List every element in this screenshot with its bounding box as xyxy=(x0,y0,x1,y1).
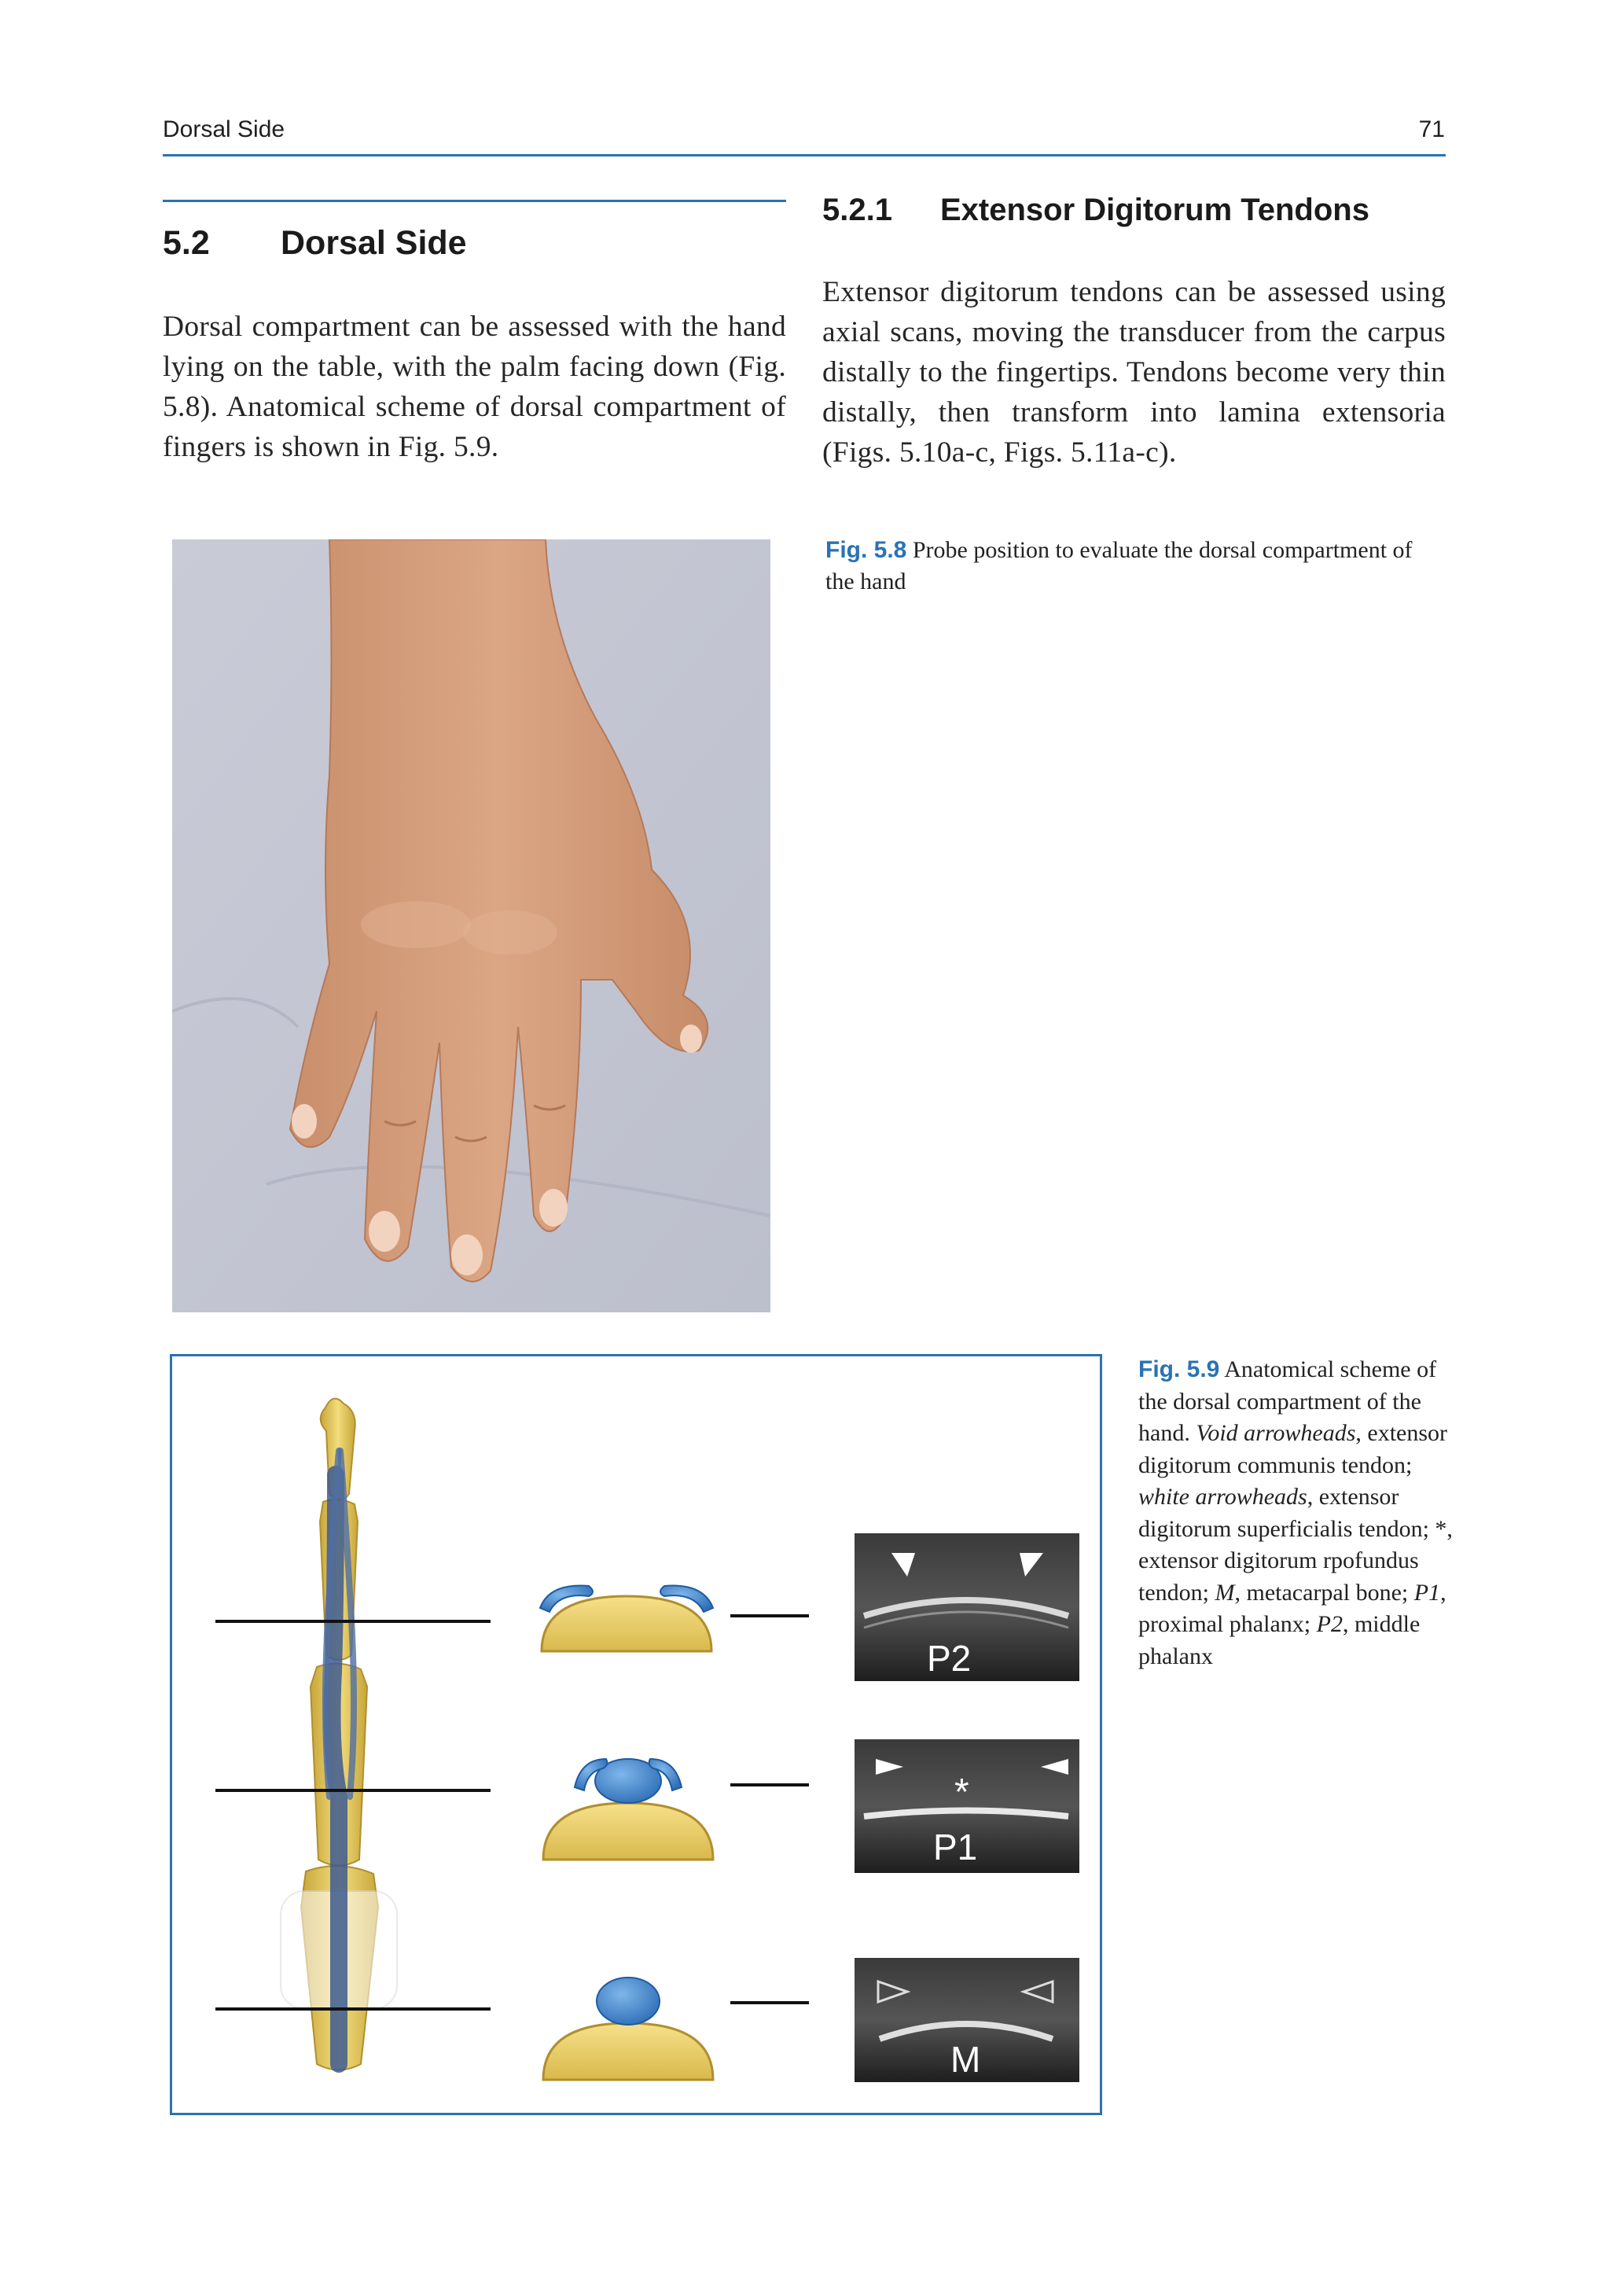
anatomical-scheme xyxy=(172,1356,1100,2113)
ultrasound-label-p2: P2 xyxy=(927,1638,972,1679)
cross-section-p1 xyxy=(543,1759,713,1860)
caption-part: , proximal phalanx; xyxy=(1138,1579,1446,1637)
figure-5-8-caption xyxy=(825,535,1439,598)
figure-5-9-caption-text xyxy=(1138,1356,1453,1669)
caption-part: Void arrowheads xyxy=(1196,1420,1356,1446)
caption-part: P2 xyxy=(1316,1611,1343,1637)
ultrasound-label-m: M xyxy=(950,2039,981,2080)
subsection-number: 5.2.1 xyxy=(822,193,892,227)
hand-illustration xyxy=(172,539,770,1312)
ultrasound-p1 xyxy=(855,1739,1079,1873)
ultrasound-p2 xyxy=(855,1533,1079,1681)
section-heading xyxy=(163,224,467,263)
ultrasound-marker-asterisk: * xyxy=(954,1772,969,1813)
hand-photo xyxy=(172,539,770,1312)
figure-5-9 xyxy=(170,1354,1102,2115)
caption-part: , middle phalanx xyxy=(1138,1611,1421,1669)
figure-5-8-label: Fig. 5.8 xyxy=(825,537,907,563)
section-rule xyxy=(163,200,786,202)
caption-part: P1 xyxy=(1413,1579,1441,1606)
section-number: 5.2 xyxy=(163,224,210,262)
caption-part: , extensor digitorum communis tendon; xyxy=(1138,1420,1448,1478)
running-head: Dorsal Side xyxy=(163,116,285,142)
subsection-paragraph: Extensor digitorum tendons can be assessed using axial scans, moving the transducer from the carpus distally to the fingertips. Tendons become very thin distally, then transform into lamina extensoria (Figs. 5.10a-c, Figs. 5.11a-c). xyxy=(822,276,1446,469)
cross-section-m xyxy=(543,1978,713,2080)
cross-section-p2 xyxy=(540,1586,713,1651)
figure-5-9-label: Fig. 5.9 xyxy=(1138,1356,1220,1382)
caption-part: white arrowheads xyxy=(1138,1484,1307,1510)
page-number: 71 xyxy=(1418,116,1445,142)
figure-5-8-caption-text: Probe position to evaluate the dorsal compartment of the hand xyxy=(825,537,1413,594)
header-rule xyxy=(163,154,1446,156)
figure-5-9-caption xyxy=(1138,1354,1453,1672)
section-paragraph: Dorsal compartment can be assessed with the hand lying on the table, with the palm facing down (Fig. 5.8). Anatomical scheme of dorsal compartment of fingers is shown in Fig. 5.9. xyxy=(163,311,786,463)
subsection-heading xyxy=(822,193,1369,228)
section-title: Dorsal Side xyxy=(281,224,467,262)
caption-part: M xyxy=(1215,1579,1235,1606)
subsection-title: Extensor Digitorum Tendons xyxy=(940,193,1369,227)
ultrasound-m xyxy=(855,1958,1079,2082)
caption-part: Anatomical scheme of the dorsal compartment of the hand. xyxy=(1138,1356,1437,1446)
caption-part: , metacarpal bone; xyxy=(1234,1579,1414,1606)
ultrasound-label-p1: P1 xyxy=(933,1827,978,1867)
caption-part: , extensor digitorum superficialis tendon; *, extensor digitorum rpofundus tendon; xyxy=(1138,1484,1453,1606)
